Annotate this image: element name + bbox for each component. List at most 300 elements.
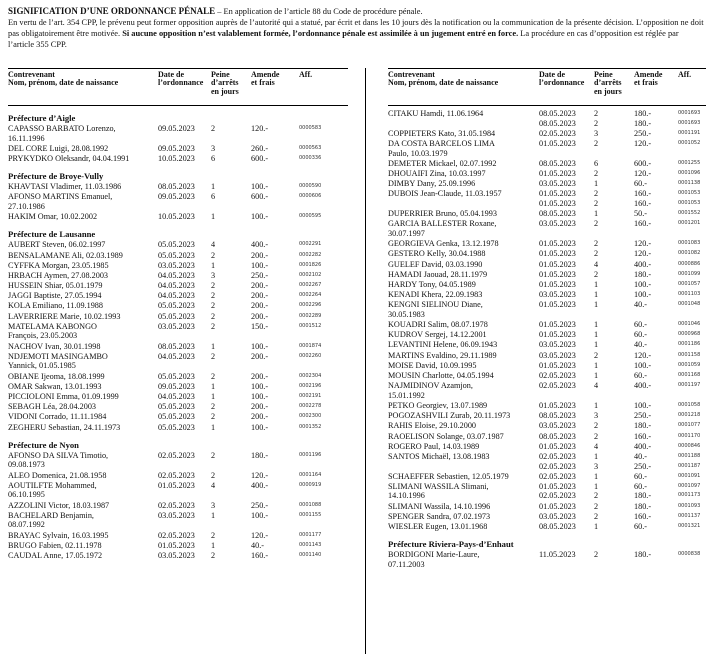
amende-frais: 400.-	[251, 240, 269, 250]
contrevenant-name: DUBOIS Jean-Claude, 11.03.1957	[388, 189, 502, 199]
ordonnance-date: 08.05.2023 08.05.2023	[539, 109, 576, 128]
ordonnance-date: 01.05.2023	[539, 269, 576, 279]
column-header-aff: Aff.	[678, 70, 692, 79]
ordonnance-date: 01.05.2023 02.05.2023	[539, 481, 576, 501]
affaire-number: 0001053 0001053	[678, 190, 701, 206]
table-row	[388, 432, 706, 442]
ordonnance-date: 03.05.2023	[158, 321, 195, 331]
table-row	[388, 280, 706, 290]
contrevenant-name: HUSSEIN Shiar, 05.01.1979	[8, 281, 103, 291]
affaire-number: 0002296	[299, 302, 322, 309]
contrevenant-name: PETKO Georgiev, 13.07.1989	[388, 400, 488, 410]
peine-jours: 1	[211, 510, 216, 520]
contrevenant-name: NAJMIDINOV Azamjon, 15.01.1992	[388, 381, 473, 400]
affaire-number: 0001188 0001187	[678, 452, 701, 469]
peine-jours: 1	[211, 422, 216, 432]
amende-frais: 200.-	[251, 291, 269, 301]
peine-jours: 3	[211, 500, 216, 510]
affaire-number: 0002260	[299, 352, 322, 359]
affaire-number: 0001197	[678, 382, 701, 389]
amende-frais: 400.-	[634, 381, 652, 391]
peine-jours: 3	[211, 270, 216, 280]
amende-frais: 60.-	[634, 370, 647, 380]
contrevenant-name: PICCIOLONI Emma, 01.09.1999	[8, 392, 119, 401]
affaire-number: 0002282	[299, 251, 322, 258]
affaire-number: 0001103	[678, 291, 701, 298]
affaire-number: 0001046	[678, 321, 701, 328]
affaire-number: 0001201	[678, 220, 701, 227]
table-row	[8, 301, 348, 311]
table-row	[8, 402, 348, 412]
peine-jours: 4	[594, 441, 599, 451]
affaire-number: 0000968	[678, 331, 701, 338]
peine-jours: 2	[594, 421, 599, 431]
affaire-number: 0001088	[299, 501, 322, 508]
amende-frais: 100.-	[634, 360, 652, 370]
peine-jours: 2	[594, 138, 599, 148]
table-row	[388, 159, 706, 169]
contrevenant-name: BRUGO Fabien, 02.11.1978	[8, 540, 102, 550]
ordonnance-date: 01.05.2023	[539, 441, 576, 451]
peine-jours: 3	[594, 128, 599, 138]
amende-frais: 60.-	[634, 320, 647, 330]
contrevenant-name: MOUSIN Charlotte, 04.05.1994	[388, 370, 494, 380]
peine-jours: 1	[594, 340, 599, 350]
affaire-number: 0001874	[299, 342, 322, 349]
prefecture-heading: Préfecture Riviera-Pays-d’Enhaut	[388, 539, 514, 550]
amende-frais: 100.-	[251, 422, 269, 432]
contrevenant-name: DA COSTA BARCELOS LIMA Paulo, 10.03.1979	[388, 138, 495, 158]
contrevenant-name: AOUTILFTE Mohammed, 06.10.1995	[8, 480, 97, 500]
peine-jours: 2	[594, 269, 599, 279]
peine-jours: 2	[594, 249, 599, 259]
ordonnance-date: 02.05.2023	[158, 500, 195, 510]
amende-frais: 200.-	[251, 301, 269, 311]
amende-frais: 120.-	[251, 530, 269, 540]
ordonnance-date: 05.05.2023	[158, 311, 195, 321]
amende-frais: 180.-	[251, 450, 269, 460]
table-row	[8, 481, 348, 501]
amende-frais: 160.-	[634, 219, 652, 229]
affaire-number: 0000838	[678, 551, 701, 558]
table-row	[8, 352, 348, 372]
peine-jours: 1	[594, 370, 599, 380]
peine-jours: 1	[594, 290, 599, 300]
ordonnance-date: 02.05.2023	[539, 471, 576, 481]
amende-frais: 120.-	[634, 239, 652, 249]
affaire-number: 0002278	[299, 403, 322, 410]
affaire-number: 0000886	[678, 260, 701, 267]
affaire-number: 0001077	[678, 422, 701, 429]
amende-frais: 120.-	[634, 138, 652, 148]
table-row	[8, 342, 348, 352]
contrevenant-name: GESTERO Kelly, 30.04.1988	[388, 249, 486, 259]
affaire-number: 0001096	[678, 169, 701, 176]
amende-frais: 160.-	[634, 431, 652, 441]
amende-frais: 60.-	[634, 179, 647, 189]
peine-jours: 2	[594, 511, 599, 521]
peine-jours: 1	[211, 341, 216, 351]
table-row	[8, 511, 348, 531]
affaire-number: 0001168	[678, 371, 701, 378]
peine-jours: 2	[211, 311, 216, 321]
affaire-number: 0001170	[678, 432, 701, 439]
table-row	[388, 129, 706, 139]
contrevenant-name: JAGGI Baptiste, 27.05.1994	[8, 291, 102, 301]
ordonnance-date: 04.05.2023	[158, 291, 195, 301]
ordonnance-date: 04.05.2023	[158, 270, 195, 280]
contrevenant-name: RAHIS Eloise, 29.10.2000	[388, 421, 477, 431]
ordonnance-date: 03.05.2023	[158, 510, 195, 520]
contrevenant-name: VIDONI Corrado, 11.11.1984	[8, 412, 107, 422]
amende-frais: 120.-	[634, 249, 652, 259]
affaire-number: 0002291	[299, 241, 322, 248]
table-row	[388, 371, 706, 381]
ordonnance-date: 03.05.2023	[539, 421, 576, 431]
table-row	[388, 351, 706, 361]
table-row	[8, 271, 348, 281]
peine-jours: 3	[211, 143, 216, 153]
ordonnance-date: 08.05.2023	[539, 431, 576, 441]
amende-frais: 120.-	[251, 470, 269, 480]
affaire-number: 0001058	[678, 401, 701, 408]
ordonnance-date: 03.05.2023	[539, 350, 576, 360]
ordonnance-date: 02.05.2023	[539, 128, 576, 138]
notice-intro: – En application de l’article 88 du Code de procédure pénale.	[215, 7, 423, 16]
peine-jours: 3	[594, 411, 599, 421]
table-row	[8, 322, 348, 342]
affaire-number: 0001693 0001693	[678, 110, 701, 126]
contrevenant-name: CAUDAL Anne, 17.05.1972	[8, 550, 103, 560]
contrevenant-name: SPENGER Sandra, 07.02.1973	[388, 511, 491, 521]
contrevenant-name: OMAR Sakwan, 13.01.1993	[8, 381, 102, 391]
contrevenant-name: KENADI Khera, 22.09.1983	[388, 290, 483, 300]
amende-frais: 200.-	[251, 250, 269, 260]
ordonnance-date: 02.05.2023	[158, 470, 195, 480]
ordonnance-date: 08.05.2023	[539, 522, 576, 532]
contrevenant-name: DUPERRIER Bruno, 05.04.1993	[388, 209, 497, 219]
table-row	[388, 472, 706, 482]
contrevenant-name: HARDY Tony, 04.05.1989	[388, 279, 476, 289]
peine-jours: 2	[211, 402, 216, 412]
notice-header	[8, 6, 706, 50]
contrevenant-name: SEBAGH Léa, 28.04.2003	[8, 402, 97, 412]
ordonnance-date: 03.05.2023	[539, 290, 576, 300]
column-header-aff: Aff.	[299, 70, 313, 79]
ordonnance-date: 10.05.2023	[158, 212, 195, 222]
ordonnance-date: 08.05.2023	[539, 411, 576, 421]
peine-jours: 2	[211, 412, 216, 422]
affaire-number: 0001138	[678, 180, 701, 187]
amende-frais: 400.-	[251, 480, 269, 490]
ordonnance-date: 05.05.2023	[158, 250, 195, 260]
amende-frais: 120.-	[251, 124, 269, 133]
amende-frais: 200.-	[251, 311, 269, 321]
peine-jours: 1 3	[594, 451, 599, 471]
peine-jours: 6	[594, 158, 599, 168]
affaire-number: 0000595	[299, 213, 322, 220]
affaire-number: 0001083	[678, 240, 701, 247]
table-row	[388, 169, 706, 179]
table-row	[8, 312, 348, 322]
peine-jours: 2	[594, 501, 599, 511]
peine-jours: 2	[594, 168, 599, 178]
prefecture-heading: Préfecture d’Aigle	[8, 113, 76, 123]
left-column	[8, 68, 348, 561]
peine-jours: 1	[594, 300, 599, 310]
ordonnance-date: 11.05.2023	[539, 550, 576, 560]
amende-frais: 200.-	[251, 281, 269, 291]
contrevenant-name: ALEO Domenica, 21.08.1958	[8, 470, 107, 480]
table-row	[388, 139, 706, 159]
amende-frais: 400.-	[634, 259, 652, 269]
table-row	[8, 240, 348, 250]
contrevenant-name: DHOUAIFI Zina, 10.03.1997	[388, 168, 486, 178]
affaire-number: 0002264	[299, 292, 322, 299]
contrevenant-name: POGOZASHVILI Zurab, 20.11.1973	[388, 411, 511, 421]
ordonnance-date: 03.05.2023	[539, 511, 576, 521]
contrevenant-name: WIESLER Eugen, 13.01.1968	[388, 522, 488, 532]
affaire-number: 0002300	[299, 413, 322, 420]
affaire-number: 0001137	[678, 512, 701, 519]
peine-jours: 1	[594, 360, 599, 370]
table-row	[388, 209, 706, 219]
table-row	[388, 512, 706, 522]
column-header-amende: Amende et frais	[634, 70, 663, 88]
contrevenant-name: KUDROV Sergej, 14.12.2001	[388, 330, 487, 340]
ordonnance-date: 03.05.2023	[539, 219, 576, 229]
ordonnance-date: 09.05.2023	[158, 143, 195, 153]
peine-jours: 1	[211, 182, 216, 192]
contrevenant-name: ZEGHERU Sebastian, 24.11.1973	[8, 422, 121, 432]
peine-jours: 2	[211, 124, 216, 133]
peine-jours: 4	[594, 259, 599, 269]
peine-jours: 2	[211, 470, 216, 480]
contrevenant-name: DIMBY Dany, 25.09.1996	[388, 179, 476, 189]
contrevenant-name: MARTINS Evaldino, 29.11.1989	[388, 350, 497, 360]
affaire-number: 0001191	[678, 129, 701, 136]
peine-jours: 4	[211, 240, 216, 250]
affaire-number: 0000606	[299, 193, 322, 200]
ordonnance-date: 04.05.2023	[158, 281, 195, 291]
contrevenant-name: BENSALAMANE Ali, 02.03.1989	[8, 250, 123, 260]
contrevenant-name: SCHAEFFER Sebastien, 12.05.1979	[388, 471, 509, 481]
affaire-number: 0001099	[678, 270, 701, 277]
ordonnance-date: 02.05.2023	[539, 370, 576, 380]
contrevenant-name: BRAYAC Sylvain, 16.03.1995	[8, 530, 109, 540]
ordonnance-date: 01.05.2023	[539, 168, 576, 178]
table-row	[388, 189, 706, 209]
column-header-peine: Peine d’arrêts en jours	[594, 70, 622, 96]
table-row	[8, 451, 348, 471]
peine-jours: 1	[594, 179, 599, 189]
ordonnance-date: 08.05.2023	[539, 209, 576, 219]
contrevenant-name: CITAKU Hamdi, 11.06.1964	[388, 109, 484, 118]
ordonnance-date: 01.05.2023	[158, 540, 195, 550]
table-row	[8, 531, 348, 541]
peine-jours: 2	[594, 239, 599, 249]
ordonnance-date: 05.05.2023	[158, 301, 195, 311]
amende-frais: 250.-	[251, 500, 269, 510]
amende-frais: 200.-	[251, 371, 269, 381]
contrevenant-name: NDJEMOTI MASINGAMBO Yannick, 01.05.1985	[8, 351, 108, 371]
contrevenant-name: LEVANTINI Helene, 06.09.1943	[388, 340, 498, 350]
amende-frais: 180.-	[634, 501, 652, 511]
ordonnance-date: 01.05.2023	[539, 239, 576, 249]
table-header	[388, 69, 706, 105]
peine-jours: 2	[594, 350, 599, 360]
amende-frais: 150.-	[251, 321, 269, 331]
ordonnance-date: 03.05.2023	[158, 550, 195, 560]
contrevenant-name: GUELEF David, 03.03.1990	[388, 259, 483, 269]
table-row	[8, 412, 348, 422]
affaire-number: 0001097 0001173	[678, 482, 701, 499]
amende-frais: 100.-	[251, 260, 269, 270]
prefecture-heading: Préfecture de Nyon	[8, 439, 79, 450]
amende-frais: 100.-	[251, 341, 269, 351]
table-row	[388, 381, 706, 401]
peine-jours: 1	[594, 330, 599, 340]
amende-frais: 100.-	[634, 400, 652, 410]
amende-frais: 100.-	[251, 392, 269, 401]
table-row	[8, 541, 348, 551]
table-row	[388, 270, 706, 280]
contrevenant-name: RAOELISON Solange, 03.07.1987	[388, 431, 504, 441]
affaire-number: 0001218	[678, 412, 701, 419]
ordonnance-date: 05.05.2023	[158, 240, 195, 250]
ordonnance-date: 01.05.2023	[539, 320, 576, 330]
affaire-number: 0001155	[299, 511, 322, 518]
peine-jours: 1	[211, 392, 216, 401]
affaire-number: 0001321	[678, 523, 701, 530]
affaire-number: 0001552	[678, 210, 701, 217]
affaire-number: 0000563	[299, 144, 322, 151]
column-divider	[365, 68, 366, 654]
peine-jours: 2 2	[594, 109, 599, 128]
affaire-number: 0002289	[299, 312, 322, 319]
amende-frais: 600.-	[251, 192, 269, 202]
table-row	[388, 290, 706, 300]
ordonnance-date: 01.05.2023	[539, 279, 576, 289]
prefecture-heading: Préfecture de Broye-Vully	[8, 171, 104, 182]
affaire-number: 0000336	[299, 154, 322, 161]
affaire-number: 0002304	[299, 372, 322, 379]
table-row	[8, 392, 348, 402]
table-row	[388, 330, 706, 340]
contrevenant-name: OBIANE Ijeoma, 18.08.1999	[8, 371, 105, 381]
peine-jours: 1	[594, 279, 599, 289]
ordonnance-date: 08.05.2023	[539, 158, 576, 168]
amende-frais: 60.-	[634, 471, 647, 481]
peine-jours: 1	[594, 471, 599, 481]
amende-frais: 60.-	[634, 522, 647, 532]
amende-frais: 160.-	[251, 550, 269, 560]
affaire-number: 0001057	[678, 280, 701, 287]
table-row	[388, 421, 706, 431]
contrevenant-name: CAPASSO BARBATO Lorenzo, 16.11.1996	[8, 124, 116, 143]
amende-frais: 180.-	[634, 269, 652, 279]
peine-jours: 1	[594, 320, 599, 330]
ordonnance-date: 09.05.2023	[158, 192, 195, 202]
ordonnance-date: 01.05.2023	[539, 249, 576, 259]
peine-jours: 4	[594, 381, 599, 391]
notice-bold-sentence: Si aucune opposition n’est valablement formée, l’ordonnance pénale est assimilée à un jugement entré en force.	[120, 29, 519, 38]
peine-jours: 2 2	[594, 189, 599, 208]
contrevenant-name: MOISE David, 10.09.1995	[388, 360, 477, 370]
right-column	[388, 68, 706, 570]
contrevenant-name: GARCIA BALLESTER Roxane, 30.07.1997	[388, 219, 497, 238]
affaire-number: 0001048	[678, 301, 701, 308]
ordonnance-date: 08.05.2023	[158, 341, 195, 351]
ordonnance-date: 02.05.2023	[158, 450, 195, 460]
ordonnance-date: 01.05.2023	[158, 480, 195, 490]
column-header-date: Date de l’ordonnance	[539, 70, 585, 88]
contrevenant-name: AUBERT Steven, 06.02.1997	[8, 240, 106, 250]
affaire-number: 0000583	[299, 125, 322, 131]
ordonnance-date: 02.05.2023	[158, 530, 195, 540]
amende-frais: 160.- 160.-	[634, 189, 652, 208]
ordonnance-date: 01.05.2023	[539, 300, 576, 310]
contrevenant-name: KOLA Emiliano, 11.09.1988	[8, 301, 103, 311]
table-row	[8, 182, 348, 192]
peine-jours: 1 2	[594, 481, 599, 501]
ordonnance-date: 01.05.2023	[539, 330, 576, 340]
notice-paragraph: En vertu de l’art. 354 CPP, le prévenu peut former opposition auprès de l’autorité qui a statué, par écrit et dans les 10 jours dès la notification ou la communication de la présente décision. L’opposition ne doit pas obligatoirement être motivée.	[8, 18, 704, 38]
contrevenant-name: BACHELARD Benjamin, 08.07.1992	[8, 510, 94, 530]
amende-frais: 250.-	[634, 411, 652, 421]
amende-frais: 200.-	[251, 402, 269, 412]
table-row	[388, 239, 706, 249]
amende-frais: 180.-	[634, 421, 652, 431]
contrevenant-name: KOUADRI Salim, 08.07.1978	[388, 320, 488, 330]
affaire-number: 0002102	[299, 271, 322, 278]
table-row	[388, 411, 706, 421]
amende-frais: 100.-	[634, 290, 652, 300]
peine-jours: 2	[211, 301, 216, 311]
peine-jours: 2	[594, 219, 599, 229]
contrevenant-name: BORDIGONI Marie-Laure, 07.11.2003	[388, 550, 480, 569]
peine-jours: 2	[211, 550, 216, 560]
peine-jours: 1	[594, 209, 599, 219]
table-row	[8, 291, 348, 301]
amende-frais: 60.-	[634, 330, 647, 340]
table-row	[388, 260, 706, 270]
contrevenant-name: KENGNI SIELINOU Diane, 30.05.1983	[388, 300, 483, 319]
table-row	[8, 382, 348, 392]
affaire-number: 0000846	[678, 442, 701, 449]
peine-jours: 2	[211, 291, 216, 301]
table-row	[388, 401, 706, 411]
affaire-number: 0001052	[678, 139, 701, 146]
ordonnance-date: 04.05.2023	[158, 351, 195, 361]
affaire-number: 0001143	[299, 541, 322, 548]
contrevenant-name: AZZOLINI Victor, 18.03.1987	[8, 500, 110, 510]
peine-jours: 2	[211, 530, 216, 540]
contrevenant-name: HRBACH Aymen, 27.08.2003	[8, 270, 109, 280]
affaire-number: 0000919	[299, 481, 322, 488]
affaire-number: 0001177	[299, 531, 322, 538]
table-row	[388, 482, 706, 502]
amende-frais: 40.-	[634, 340, 647, 350]
table-row	[8, 124, 348, 144]
table-row	[388, 109, 706, 129]
table-row	[388, 522, 706, 532]
column-header-date: Date de l’ordonnance	[158, 70, 204, 88]
ordonnance-date: 01.05.2023	[539, 360, 576, 370]
amende-frais: 120.-	[634, 350, 652, 360]
affaire-number: 0001140	[299, 551, 322, 558]
table-row	[388, 442, 706, 452]
